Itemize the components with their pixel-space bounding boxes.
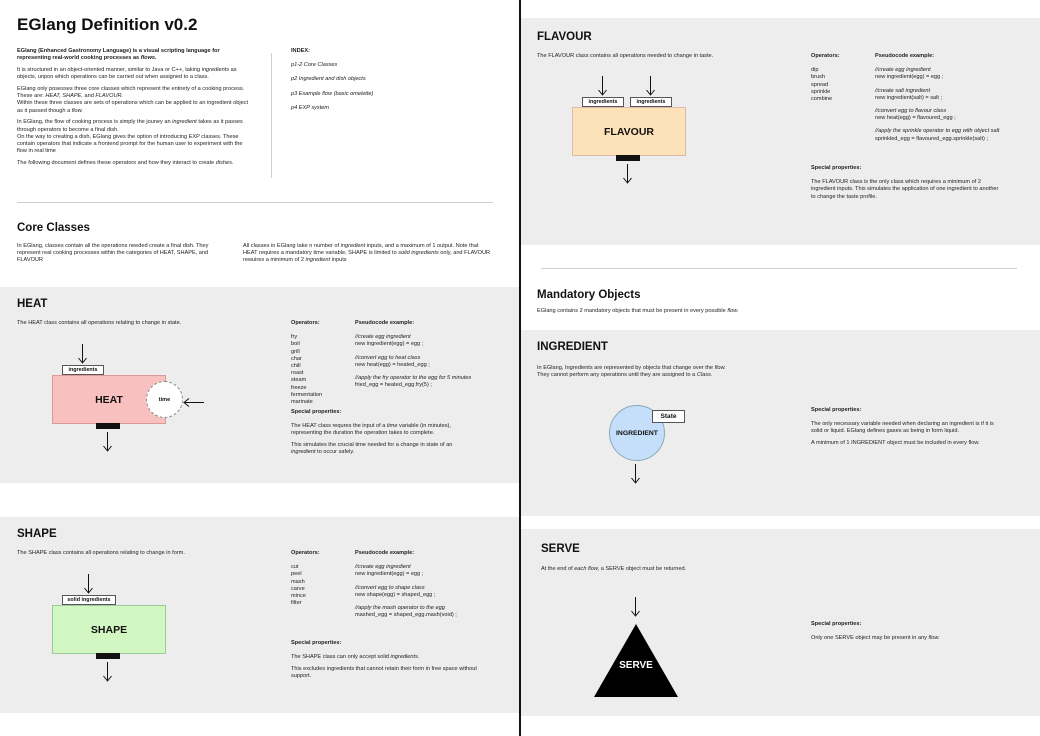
code-line: new ingredient(egg) = egg ; bbox=[355, 571, 424, 578]
mandatory-desc-a: EGlang contains 2 mandatory objects that must be present in every possible bbox=[537, 308, 726, 314]
serve-description bbox=[541, 566, 771, 573]
operator-item: cut bbox=[291, 564, 299, 571]
intro-p2i2: FLAVOUR. bbox=[95, 93, 124, 100]
code-line: sprinkled_egg = flavoured_egg.sprinkle(salt) ; bbox=[875, 135, 989, 142]
heat-s1i: time bbox=[386, 423, 398, 430]
ingredient-description bbox=[537, 365, 767, 379]
core-right-a: All classes in EGlang take n number of bbox=[243, 243, 340, 249]
ingredient-object-circle[interactable]: INGREDIENT bbox=[609, 405, 665, 461]
operator-item: steam bbox=[291, 377, 307, 384]
page-1 bbox=[0, 0, 519, 736]
intro-p3a: In EGlang, the flow of cooking process is simply the jouney an bbox=[17, 119, 171, 126]
shape-input-arrow-icon bbox=[84, 574, 93, 594]
code-comment: //create egg ingredient bbox=[355, 564, 411, 571]
code-comment: //convert egg to heat class bbox=[355, 354, 421, 361]
flavour-input-port-2[interactable]: ingredients bbox=[630, 97, 672, 107]
intro-p1a: It is structured in an object-oriented manner, similar to Java or C++, taking bbox=[17, 67, 201, 73]
shape-pseudocode bbox=[355, 550, 495, 619]
intro-p2c: Within these three classes are sets of operations which can be applied to an ingredient object as it passed though a bbox=[17, 100, 249, 114]
mandatory-objects-heading: Mandatory Objects bbox=[537, 289, 641, 301]
serve-special-heading: Special properties: bbox=[811, 621, 862, 627]
heat-class-box[interactable]: HEAT bbox=[52, 375, 166, 424]
page-2 bbox=[521, 0, 1040, 736]
code-comment: //apply the sprinkle operator to egg with object salt bbox=[875, 128, 1000, 135]
intro-lead-italic: flows. bbox=[140, 55, 157, 62]
heat-s2b: to occur safely. bbox=[317, 449, 355, 456]
intro-lead: EGlang (Enhanced Gastronomy Language) is a visual scripting language for representing real-world cooking processes as bbox=[17, 48, 220, 62]
ingredient-desc-i: flow. bbox=[714, 365, 726, 371]
ingredient-heading: INGREDIENT bbox=[537, 341, 608, 353]
code-comment: //convert egg to flavour class bbox=[875, 108, 947, 115]
code-line: new shape(egg) = shaped_egg ; bbox=[355, 591, 436, 598]
ingredient-s2: A minimum of 1 INGREDIENT object must be included in every flow. bbox=[811, 440, 980, 447]
code-line: new ingredient(egg) = egg ; bbox=[875, 74, 944, 81]
ingredient-desc-b: They cannot perform any operations until they are assigned to a bbox=[537, 372, 696, 379]
index-item[interactable]: p2 Ingredient and dish objects bbox=[291, 76, 366, 83]
flavour-input-port-1[interactable]: ingredients bbox=[582, 97, 624, 107]
flavour-input-arrow-icon bbox=[646, 76, 655, 96]
flavour-heading: FLAVOUR bbox=[537, 31, 592, 43]
core-classes-left: In EGlang, classes contain all the operations needed create a final dish. They represent real cooking processes within the categories of HEAT, SHAPE, and FLAVOUR bbox=[17, 243, 209, 264]
operator-item: fermentation bbox=[291, 391, 323, 398]
heat-s1a: The HEAT class requres the input of a bbox=[291, 423, 386, 430]
shape-pseudocode-heading: Pseudocode example: bbox=[355, 550, 415, 556]
timer-input-arrow-icon bbox=[183, 394, 204, 412]
intro-p3b: takes as it passes through operators to become a final dish. bbox=[17, 119, 243, 133]
core-classes-right bbox=[243, 243, 493, 265]
operator-item: carve bbox=[291, 585, 305, 592]
shape-s2: This excludes ingredients that cannot retain their form in free space without support. bbox=[291, 666, 477, 680]
index-heading: INDEX: bbox=[291, 48, 310, 54]
shape-operators-heading: Operators: bbox=[291, 550, 320, 556]
operator-item: fry bbox=[291, 334, 298, 341]
operator-item: roast bbox=[291, 370, 304, 377]
code-comment: //apply the mash operator to the egg bbox=[355, 605, 445, 612]
ingredient-special-heading: Special properties: bbox=[811, 407, 862, 413]
intro-text bbox=[17, 48, 252, 172]
code-line: new ingredient(egg) = egg ; bbox=[355, 341, 424, 348]
operator-item: boil bbox=[291, 341, 300, 348]
shape-output-arrow-icon bbox=[103, 662, 112, 682]
operator-item: char bbox=[291, 355, 302, 362]
shape-description: The SHAPE class contains all operations relating to change in form. bbox=[17, 550, 185, 556]
flavour-class-box[interactable]: FLAVOUR bbox=[572, 107, 686, 156]
code-line: new ingredient(salt) = salt ; bbox=[875, 94, 943, 101]
ingredient-state-tag[interactable]: State bbox=[652, 410, 685, 423]
code-comment: //apply the fry operator to the egg for 5 minutes bbox=[355, 375, 472, 382]
index-item[interactable]: p4 EXP system bbox=[291, 104, 330, 111]
operator-item: brush bbox=[811, 74, 825, 81]
flavour-pseudocode-heading: Pseudocode example: bbox=[875, 53, 935, 59]
core-right-d: inputs bbox=[331, 257, 347, 264]
index-block bbox=[291, 48, 491, 112]
intro-p2i3: flow. bbox=[71, 107, 83, 114]
shape-special-properties bbox=[291, 640, 481, 685]
shape-heading: SHAPE bbox=[17, 528, 57, 540]
flavour-description: The FLAVOUR class contains all operations needed to change in taste. bbox=[537, 53, 714, 59]
index-item[interactable]: p3 Example flow (basic omelette) bbox=[291, 90, 374, 97]
ingredient-desc-i2: Class. bbox=[696, 372, 713, 379]
ingredient-output-arrow-icon bbox=[631, 464, 640, 484]
heat-special-properties bbox=[291, 409, 476, 461]
intro-p3c: On the way to creating a dish, EGlang gives the option of introducing EXP classes. These contain operators that indicate a frontend prompt for the human user to experiment with the flow in real time bbox=[17, 133, 243, 155]
code-comment: //create egg ingredient bbox=[355, 334, 411, 341]
heat-heading: HEAT bbox=[17, 298, 48, 310]
operator-item: freeze bbox=[291, 384, 307, 391]
heat-output-arrow-icon bbox=[103, 432, 112, 452]
flavour-operators-heading: Operators: bbox=[811, 53, 840, 59]
intro-p2i: HEAT, SHAPE, bbox=[45, 93, 83, 100]
code-comment: //convert egg to shape class bbox=[355, 584, 425, 591]
core-right-i2: solid ingredients bbox=[398, 250, 439, 257]
core-right-c: only, and FLAVOUR rewuires a minimum of 2 bbox=[243, 250, 491, 264]
serve-desc-i: each flow, bbox=[574, 566, 600, 572]
mandatory-objects-description bbox=[537, 308, 837, 315]
index-item[interactable]: p1-2 Core Classes bbox=[291, 62, 338, 69]
flavour-operators bbox=[811, 53, 871, 103]
intro-p4i: dishes. bbox=[215, 160, 234, 167]
code-line: mashed_egg = shaped_egg.mash(void) ; bbox=[355, 612, 457, 619]
flavour-input-arrow-icon bbox=[598, 76, 607, 96]
heat-s2a: This simulates the crucial time needed for a change in state of an bbox=[291, 442, 453, 449]
core-right-b: inputs, and a maximum of 1 output. Note that HEAT requires a mandatory time variable, SHAPE is limited to bbox=[243, 243, 479, 257]
heat-s1b: variable (in minutes), representing the duration the operation takes to complete. bbox=[291, 423, 451, 437]
heat-description: The HEAT class contains all operations relating to change in state. bbox=[17, 320, 182, 326]
flavour-output-port[interactable] bbox=[616, 155, 640, 161]
code-comment: //create egg ingredient bbox=[875, 67, 931, 74]
operator-item: marinate bbox=[291, 399, 313, 406]
heat-special-heading: Special properties: bbox=[291, 409, 342, 415]
operator-item: filter bbox=[291, 600, 302, 607]
flavour-special-properties bbox=[811, 165, 1001, 205]
document-title: EGlang Definition v0.2 bbox=[17, 15, 198, 34]
heat-operators-heading: Operators: bbox=[291, 320, 320, 326]
heat-timer-dial[interactable]: time bbox=[146, 381, 183, 418]
section-divider bbox=[17, 202, 493, 203]
serve-special-i: flow. bbox=[928, 635, 940, 642]
flavour-pseudocode bbox=[875, 53, 1007, 143]
shape-input-port[interactable]: solid ingredients bbox=[62, 595, 116, 605]
section-divider bbox=[541, 268, 1017, 269]
shape-class-box[interactable]: SHAPE bbox=[52, 605, 166, 654]
shape-s1i: ingredients. bbox=[390, 654, 420, 661]
core-right-i3: ingredient bbox=[305, 257, 331, 264]
intro-p1i: ingredients bbox=[201, 67, 230, 73]
code-line: new heat(egg) = heated_egg ; bbox=[355, 361, 430, 368]
ingredient-s1: The only necessary variable needed when declaring an ingredient is if it is solid or liquid. EGlang defines gases as being in form liquid. bbox=[811, 421, 994, 435]
operator-item: dip bbox=[811, 67, 819, 74]
flavour-output-arrow-icon bbox=[623, 164, 632, 184]
mandatory-desc-i: flow. bbox=[727, 308, 739, 314]
operator-item: chill bbox=[291, 363, 301, 370]
core-right-i: ingredient bbox=[340, 243, 366, 249]
heat-input-port[interactable]: ingredients bbox=[62, 365, 104, 375]
intro-p3i: ingredient bbox=[172, 119, 197, 126]
shape-special-heading: Special properties: bbox=[291, 640, 342, 646]
heat-pseudocode bbox=[355, 320, 495, 389]
code-comment: //create salt ingredient bbox=[875, 87, 931, 94]
code-line: fried_egg = heated_egg.fry(5) ; bbox=[355, 382, 432, 389]
intro-p1b: as objects, unpon which operations can be carried out when assigned to a class. bbox=[17, 67, 237, 81]
intro-p2b: and bbox=[84, 93, 94, 100]
operator-item: peel bbox=[291, 571, 302, 578]
operator-item: spread bbox=[811, 81, 829, 88]
serve-special-a: Only one SERVE object may be present in any bbox=[811, 635, 927, 642]
serve-heading: SERVE bbox=[541, 543, 580, 555]
operator-item: mince bbox=[291, 593, 306, 600]
operator-item: grill bbox=[291, 348, 300, 355]
shape-s1a: The SHAPE class can only accept solid bbox=[291, 654, 389, 661]
heat-operators bbox=[291, 320, 351, 406]
heat-pseudocode-heading: Pseudocode example: bbox=[355, 320, 415, 326]
intro-divider bbox=[271, 53, 272, 178]
heat-input-arrow-icon bbox=[78, 344, 87, 364]
intro-p2a: EGlang only posesses three core classes which represent the entirety of a cooking process. These are: bbox=[17, 86, 245, 100]
operator-item: mash bbox=[291, 578, 305, 585]
serve-desc-b: a SERVE object must be returned. bbox=[600, 566, 687, 572]
intro-p4a: The following document defines these operators and how they interact to create bbox=[17, 160, 215, 167]
serve-desc-a: At the end of bbox=[541, 566, 573, 572]
heat-s2i: ingredient bbox=[291, 449, 316, 456]
operator-item: sprinkle bbox=[811, 88, 831, 95]
flavour-special-heading: Special properties: bbox=[811, 165, 862, 171]
serve-triangle-label: SERVE bbox=[619, 660, 653, 671]
ingredient-special-properties bbox=[811, 407, 1001, 452]
serve-special-properties bbox=[811, 621, 1001, 647]
flavour-special-text: The FLAVOUR class is the only class which requires a minimum of 2 ingredient inputs. This simulates the application of one ingredient to another to change the taste profile. bbox=[811, 179, 999, 200]
code-line: new heat(egg) = flavoured_egg ; bbox=[875, 115, 956, 122]
heat-output-port[interactable] bbox=[96, 423, 120, 429]
shape-output-port[interactable] bbox=[96, 653, 120, 659]
core-classes-heading: Core Classes bbox=[17, 222, 90, 234]
ingredient-desc-a: In EGlang, Ingredients are represented by objects that change over the bbox=[537, 365, 714, 371]
serve-object-triangle[interactable] bbox=[594, 624, 678, 697]
operator-item: combine bbox=[811, 96, 833, 103]
shape-operators bbox=[291, 550, 351, 607]
serve-input-arrow-icon bbox=[631, 597, 640, 617]
